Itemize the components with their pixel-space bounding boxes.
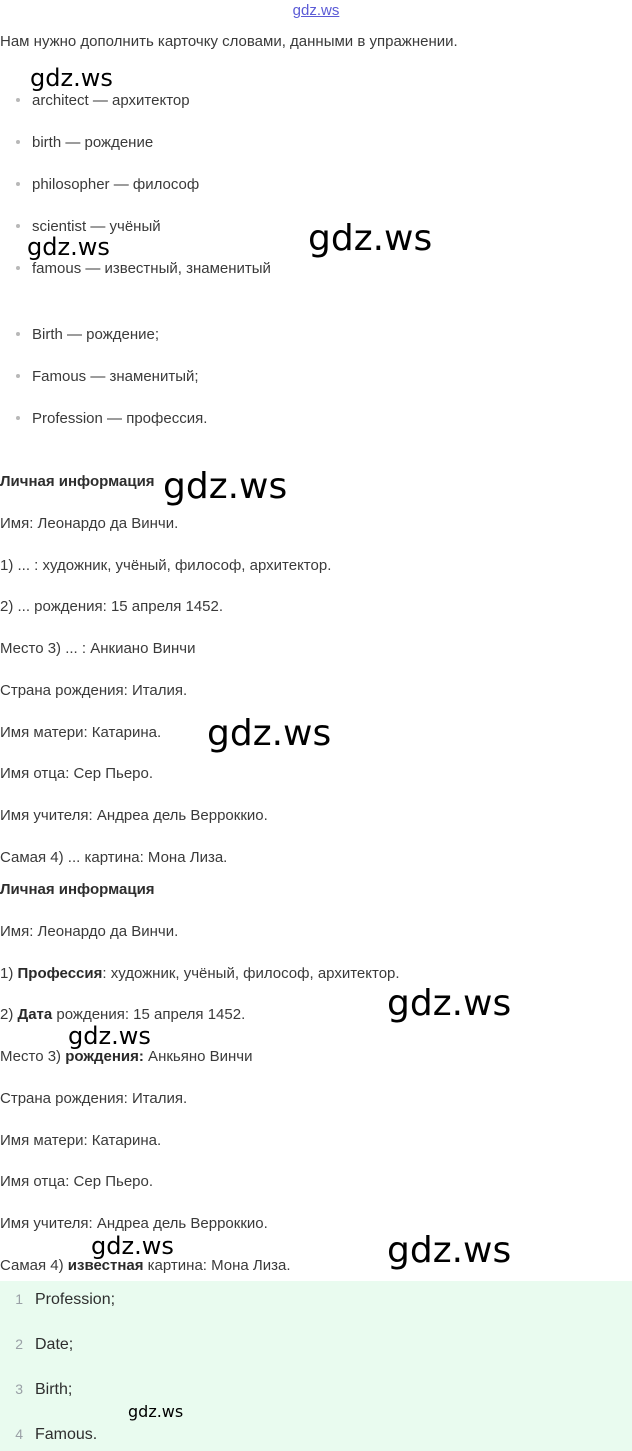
card2-birth-date: 2) Дата рождения: 15 апреля 1452.	[0, 1006, 246, 1023]
card1-line: Имя матери: Катарина.	[0, 724, 162, 741]
card2-profession: 1) Профессия: художник, учёный, философ, архитектор.	[0, 965, 400, 982]
intro-text: Нам нужно дополнить карточку словами, данными в упражнении.	[0, 33, 458, 50]
card1-line: 1) ... : художник, учёный, философ, архитектор.	[0, 557, 332, 574]
site-link[interactable]: gdz.ws	[292, 2, 340, 19]
list-item: birth — рождение	[16, 134, 153, 151]
bullet-icon	[16, 374, 20, 378]
watermark: gdz.ws	[68, 1022, 151, 1050]
answer-item: 3 Birth;	[15, 1381, 73, 1398]
card1-line: 2) ... рождения: 15 апреля 1452.	[0, 598, 224, 615]
answer-item: 4 Famous.	[15, 1426, 98, 1443]
bullet-icon	[16, 266, 20, 270]
answers-panel	[0, 1281, 632, 1451]
card2-mother: Имя матери: Катарина.	[0, 1132, 162, 1149]
watermark: gdz.ws	[30, 64, 113, 92]
watermark: gdz.ws	[387, 1230, 512, 1271]
card1-line: Имя учителя: Андреа дель Верроккио.	[0, 807, 268, 824]
card2-father: Имя отца: Сер Пьеро.	[0, 1173, 154, 1190]
bullet-icon	[16, 332, 20, 336]
card1-line: Место 3) ... : Анкиано Винчи	[0, 640, 196, 657]
list-item: Famous — знаменитый;	[16, 368, 199, 385]
card1-line: Самая 4) ... картина: Мона Лиза.	[0, 849, 228, 866]
bullet-icon	[16, 182, 20, 186]
list-item: Birth — рождение;	[16, 326, 159, 343]
list-item: Profession — профессия.	[16, 410, 207, 427]
card2-teacher: Имя учителя: Андреа дель Верроккио.	[0, 1215, 268, 1232]
bullet-icon	[16, 98, 20, 102]
card1-line: Имя: Леонардо да Винчи.	[0, 515, 179, 532]
answer-item: 2 Date;	[15, 1336, 74, 1353]
card2-birth-place: Место 3) рождения: Анкьяно Винчи	[0, 1048, 253, 1065]
answer-item: 1 Profession;	[15, 1291, 116, 1308]
watermark: gdz.ws	[308, 218, 433, 259]
card2-painting: Самая 4) известная картина: Мона Лиза.	[0, 1257, 291, 1274]
bullet-icon	[16, 416, 20, 420]
bullet-icon	[16, 140, 20, 144]
list-item: architect — архитектор	[16, 92, 190, 109]
watermark: gdz.ws	[91, 1232, 174, 1260]
watermark: gdz.ws	[27, 233, 110, 261]
watermark: gdz.ws	[163, 466, 288, 507]
bullet-icon	[16, 224, 20, 228]
card1-line: Имя отца: Сер Пьеро.	[0, 765, 154, 782]
watermark: gdz.ws	[207, 713, 332, 754]
card2-name: Имя: Леонардо да Винчи.	[0, 923, 179, 940]
list-item: famous — известный, знаменитый	[16, 260, 271, 277]
watermark: gdz.ws	[387, 983, 512, 1024]
card2-country: Страна рождения: Италия.	[0, 1090, 188, 1107]
watermark: gdz.ws	[128, 1402, 184, 1421]
list-item: scientist — учёный	[16, 218, 161, 235]
card2-heading: Личная информация	[0, 881, 155, 898]
list-item: philosopher — философ	[16, 176, 199, 193]
card1-line: Страна рождения: Италия.	[0, 682, 188, 699]
card1-heading: Личная информация	[0, 473, 155, 490]
